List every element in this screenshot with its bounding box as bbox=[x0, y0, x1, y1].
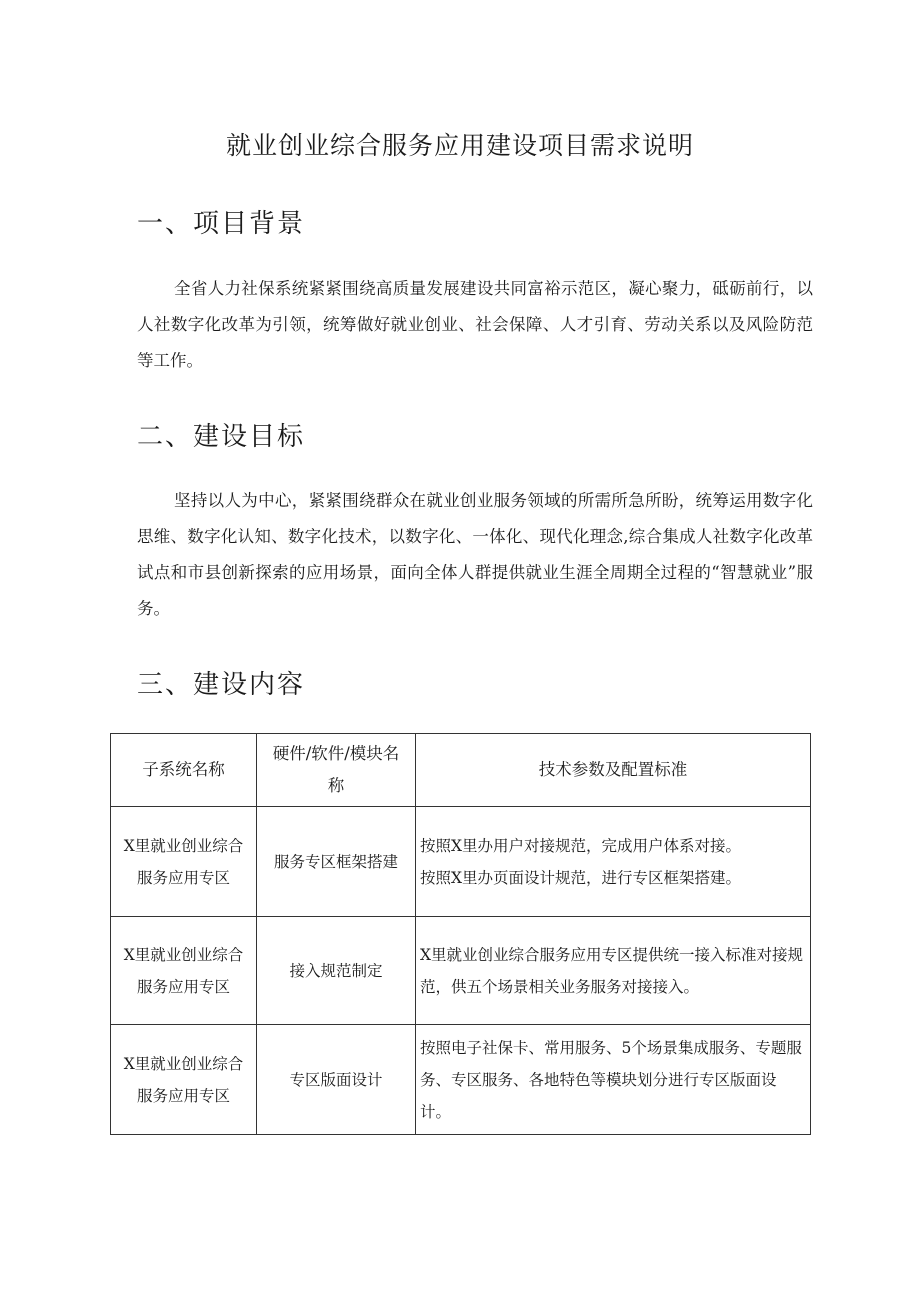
table-cell-spec bbox=[416, 917, 811, 1025]
table-cell-module: 专区版面设计 bbox=[257, 1025, 416, 1135]
table-row bbox=[111, 807, 811, 917]
document-title: 就业创业综合服务应用建设项目需求说明 bbox=[225, 131, 694, 160]
table-cell-subsystem: X里就业创业综合服务应用专区 bbox=[111, 807, 257, 917]
spec-line: 按照X里办用户对接规范，完成用户体系对接。 bbox=[420, 836, 742, 855]
table-cell-module: 服务专区框架搭建 bbox=[257, 807, 416, 917]
table-cell-subsystem: X里就业创业综合服务应用专区 bbox=[111, 1025, 257, 1135]
spec-line: 按照X里办页面设计规范，进行专区框架搭建。 bbox=[420, 868, 742, 887]
table-header-spec: 技术参数及配置标准 bbox=[416, 734, 811, 807]
table-cell-module: 接入规范制定 bbox=[257, 917, 416, 1025]
table-cell-spec bbox=[416, 807, 811, 917]
table-row bbox=[111, 917, 811, 1025]
table-header-row bbox=[111, 734, 811, 807]
table-cell-subsystem: X里就业创业综合服务应用专区 bbox=[111, 917, 257, 1025]
table-header-module: 硬件/软件/模块名称 bbox=[257, 734, 416, 807]
section-paragraph-background: 全省人力社保系统紧紧围绕高质量发展建设共同富裕示范区，凝心聚力，砥砺前行，以人社数字化改革为引领，统筹做好就业创业、社会保障、人才引育、劳动关系以及风险防范等工作。 bbox=[137, 279, 813, 370]
section-heading-background: 一、项目背景 bbox=[137, 209, 306, 239]
section-heading-content: 三、建设内容 bbox=[137, 670, 306, 700]
table-cell-spec bbox=[416, 1025, 811, 1135]
section-paragraph-goals: 坚持以人为中心，紧紧围绕群众在就业创业服务领域的所需所急所盼，统筹运用数字化思维、数字化认知、数字化技术，以数字化、一体化、现代化理念,综合集成人社数字化改革试点和市县创新探索的应用场景，面向全体人群提供就业生涯全周期全过程的“智慧就业”服务。 bbox=[137, 491, 813, 618]
spec-line: X里就业创业综合服务应用专区提供统一接入标准对接规范，供五个场景相关业务服务对接接入。 bbox=[420, 945, 804, 996]
table-header-subsystem: 子系统名称 bbox=[111, 734, 257, 807]
section-heading-goals: 二、建设目标 bbox=[137, 422, 306, 452]
spec-line: 按照电子社保卡、常用服务、5个场景集成服务、专题服务、专区服务、各地特色等模块划分进行专区版面设计。 bbox=[420, 1038, 802, 1121]
requirements-table bbox=[110, 733, 811, 1135]
table-row bbox=[111, 1025, 811, 1135]
